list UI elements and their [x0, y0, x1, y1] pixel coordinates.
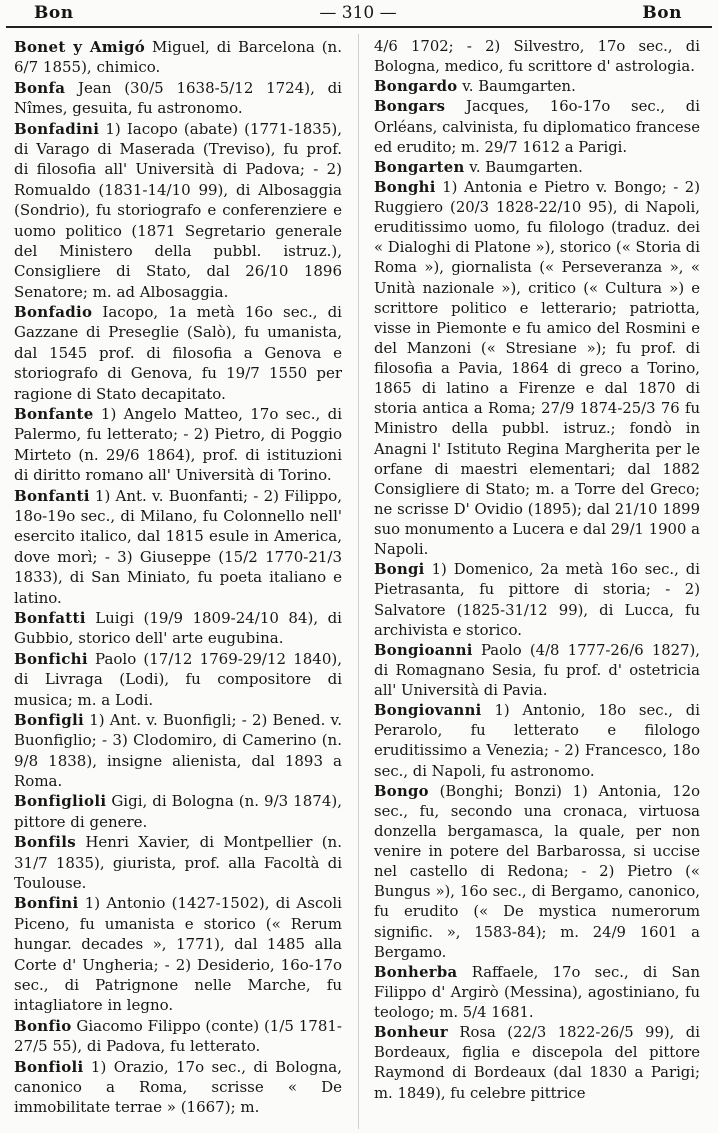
entry-text: Luigi (19/9 1809-24/10 84), di Gubbio, storico dell' arte eugubina.	[14, 608, 347, 648]
entry-text: Jacques, 16o-17o sec., di Orléans, calvinista, fu diplomatico francese ed erudito; m. 29/7 1612 a Parigi.	[374, 98, 705, 156]
page-header	[6, 0, 712, 28]
entry-text: v. Baumgarten.	[462, 78, 576, 96]
right-column	[374, 37, 705, 1104]
dictionary-entry	[374, 97, 705, 157]
entry-text: (Bonghi; Bonzi) 1) Antonia, 12o sec., fu, secondo una cronaca, virtuosa donzella bergamasca, la quale, per non venire in potere del Barbarossa, si uccise nel castello di Redona; - 2) Pietro (« Bungus »), 16o sec., di Bergamo, canonico, fu erudito (« De mystica numerorum signific. », 1583-84); m. 24/9 1601 a Bergamo.	[374, 782, 705, 961]
dictionary-entry	[374, 77, 700, 97]
entry-text: 1) Iacopo (abate) (1771-1835), di Varago di Maserada (Treviso), fu prof. di filosofia all' Università di Padova; - 2) Romualdo (1831-14/10 99), di Albosaggia (Sondrio), fu storiografo e conferenziere e uomo politico (1871 Segretario generale del Ministero della pubbl. istruz.), Consigliere di Stato, dal 26/10 1896 Senatore; m. ad Albosaggia.	[14, 119, 347, 301]
entry-headword: Bonfigli	[14, 710, 85, 729]
dictionary-entry	[374, 560, 705, 641]
entry-headword: Bonfadini	[14, 119, 100, 138]
dictionary-entry	[14, 893, 347, 1015]
entry-headword: Bonghi	[374, 178, 436, 196]
entry-headword: Bonfini	[14, 894, 79, 913]
entry-text: 1) Antonio, 18o sec., di Perarolo, fu letterato e filologo eruditissimo a Venezia; - 2) Francesco, 18o sec., di Napoli, fu astronomo.	[374, 702, 705, 780]
dictionary-entry	[14, 832, 347, 893]
dictionary-entry	[374, 641, 705, 701]
entry-text: 1) Orazio, 17o sec., di Bologna, canonico a Roma, scrisse « De immobilitate terrae » (1667); m.	[14, 1057, 347, 1117]
entry-text: v. Baumgarten.	[469, 158, 583, 176]
entry-headword: Bongi	[374, 561, 425, 579]
entry-text: 1) Domenico, 2a metà 16o sec., di Pietrasanta, fu pittore di storia; - 2) Salvatore (1825-31/12 99), di Lucca, fu archivista e storico.	[374, 561, 705, 639]
entry-headword: Bonfiglioli	[14, 792, 107, 811]
entry-text: 1) Antonia e Pietro v. Bongo; - 2) Ruggiero (20/3 1828-22/10 95), di Napoli, eruditissimo uomo, fu filologo (traduz. dei « Dialoghi di Platone »), storico (« Storia di Roma »), giornalista (« Perseveranza », « Unità nazionale »), critico (« Cultura ») e scrittore politico e letterario; patriotta, visse in Piemonte e fu amico del Rosmini e del Manzoni (« Stresiane »); fu prof. di filosofia a Pavia, 1864 di greco a Torino, 1865 di latino a Firenze e dal 1870 di storia antica a Roma; 27/9 1874-25/3 76 fu Ministro della pubbl. istruz.; fondò in Anagni l' Istituto Regina Margherita per le orfane di maestri elementari; dal 1882 Consigliere di Stato; m. a Torre del Greco; ne scrisse D' Ovidio (1895); dal 21/10 1899 suo monumento a Lucera e dal 29/1 1900 a Napoli.	[374, 178, 705, 559]
entry-headword: Bonfatti	[14, 608, 86, 627]
entry-text: Rosa (22/3 1822-26/5 99), di Bordeaux, figlia e discepola del pittore Raymond di Bordeaux (dal 1830 a Parigi; m. 1849), fu celebre pittrice	[374, 1024, 705, 1102]
entry-headword: Bonfa	[14, 78, 66, 97]
entry-text: 1) Ant. v. Buonfanti; - 2) Filippo, 18o-19o sec., di Milano, fu Colonnello nell' esercito italico, dal 1815 esule in America, dove morì; - 3) Giuseppe (15/2 1770-21/3 1833), di San Miniato, fu poeta italiano e latino.	[14, 486, 347, 607]
entry-headword: Bongo	[374, 782, 429, 800]
entry-headword: Bongioanni	[374, 641, 473, 659]
dictionary-entry	[14, 791, 347, 832]
dictionary-entry	[374, 37, 705, 77]
entry-headword: Bonfanti	[14, 486, 90, 505]
header-left-word: Bon	[34, 3, 74, 23]
entry-text: Paolo (17/12 1769-29/12 1840), di Livraga (Lodi), fu compositore di musica; m. a Lodi.	[14, 649, 347, 709]
entry-text: 1) Angelo Matteo, 17o sec., di Palermo, fu letterato; - 2) Pietro, di Poggio Mirteto (n. 29/6 1864), prof. di istituzioni di diritto romano all' Università di Torino.	[14, 405, 347, 485]
entry-text: 4/6 1702; - 2) Silvestro, 17o sec., di Bologna, medico, fu scrittore d' astrologia.	[374, 38, 705, 76]
entry-headword: Bonfioli	[14, 1057, 84, 1076]
entry-headword: Bonherba	[374, 963, 458, 981]
dictionary-entry	[14, 37, 347, 78]
entry-headword: Bonfio	[14, 1016, 72, 1035]
entry-headword: Bonfante	[14, 405, 94, 424]
dictionary-entry	[14, 486, 347, 608]
entry-text: Giacomo Filippo (conte) (1/5 1781-27/5 55), di Padova, fu letterato.	[14, 1016, 342, 1056]
entry-text: Miguel, di Barcelona (n. 6/7 1855), chimico.	[14, 38, 347, 77]
page-number: — 310 —	[319, 3, 397, 23]
dictionary-entry	[374, 1023, 705, 1104]
dictionary-entry	[14, 404, 347, 486]
entry-headword: Bongarten	[374, 158, 465, 176]
dictionary-entry	[14, 1057, 347, 1118]
entry-headword: Bonfils	[14, 833, 76, 852]
entry-text: Paolo (4/8 1777-26/6 1827), di Romagnano Sesia, fu prof. d' ostetricia all' Università di Pavia.	[374, 641, 705, 699]
entry-text: Jean (30/5 1638-5/12 1724), di Nîmes, gesuita, fu astronomo.	[14, 78, 347, 118]
dictionary-entry	[374, 963, 705, 1023]
entry-headword: Bonheur	[374, 1024, 448, 1042]
dictionary-entry	[374, 158, 700, 178]
dictionary-entry	[14, 78, 347, 119]
entry-text: Henri Xavier, di Montpellier (n. 31/7 1835), giurista, prof. alla Facoltà di Toulouse.	[14, 833, 347, 893]
entry-headword: Bonet y Amigó	[14, 38, 146, 56]
entry-text: Iacopo, 1a metà 16o sec., di Gazzane di Preseglie (Salò), fu umanista, dal 1545 prof. di filosofia a Genova e storiografo di Genova, fu 19/7 1550 per ragione di Stato decapitato.	[14, 303, 347, 403]
entry-headword: Bongardo	[374, 78, 458, 96]
entry-headword: Bongars	[374, 98, 446, 116]
dictionary-entry	[14, 608, 347, 649]
entry-text: Gigi, di Bologna (n. 9/3 1874), pittore di genere.	[14, 792, 347, 831]
dictionary-entry	[374, 782, 705, 963]
entry-text: Raffaele, 17o sec., di San Filippo d' Argirò (Messina), agostiniano, fu teologo; m. 5/4 1681.	[374, 963, 705, 1021]
dictionary-entry	[14, 119, 347, 303]
dictionary-entry	[14, 302, 347, 404]
dictionary-entry	[14, 1016, 342, 1057]
entry-headword: Bonfadio	[14, 303, 93, 322]
column-divider	[358, 34, 359, 1129]
entry-headword: Bonfichi	[14, 649, 88, 668]
left-column	[14, 37, 347, 1118]
dictionary-entry	[374, 701, 705, 782]
entry-headword: Bongiovanni	[374, 702, 482, 720]
header-right-word: Bon	[642, 3, 682, 23]
entry-text: 1) Antonio (1427-1502), di Ascoli Piceno, fu umanista e storico (« Rerum hungar. decades », 1771), dal 1485 alla Corte d' Ungheria; - 2) Desiderio, 16o-17o sec., di Patrignone nelle Marche, fu intagliatore in legno.	[14, 894, 347, 1015]
dictionary-entry	[14, 649, 347, 710]
entry-text: 1) Ant. v. Buonfigli; - 2) Bened. v. Buonfiglio; - 3) Clodomiro, di Camerino (n. 9/8 1838), insigne alienista, dal 1893 a Roma.	[14, 710, 347, 791]
dictionary-entry	[14, 710, 347, 792]
dictionary-entry	[374, 178, 705, 560]
